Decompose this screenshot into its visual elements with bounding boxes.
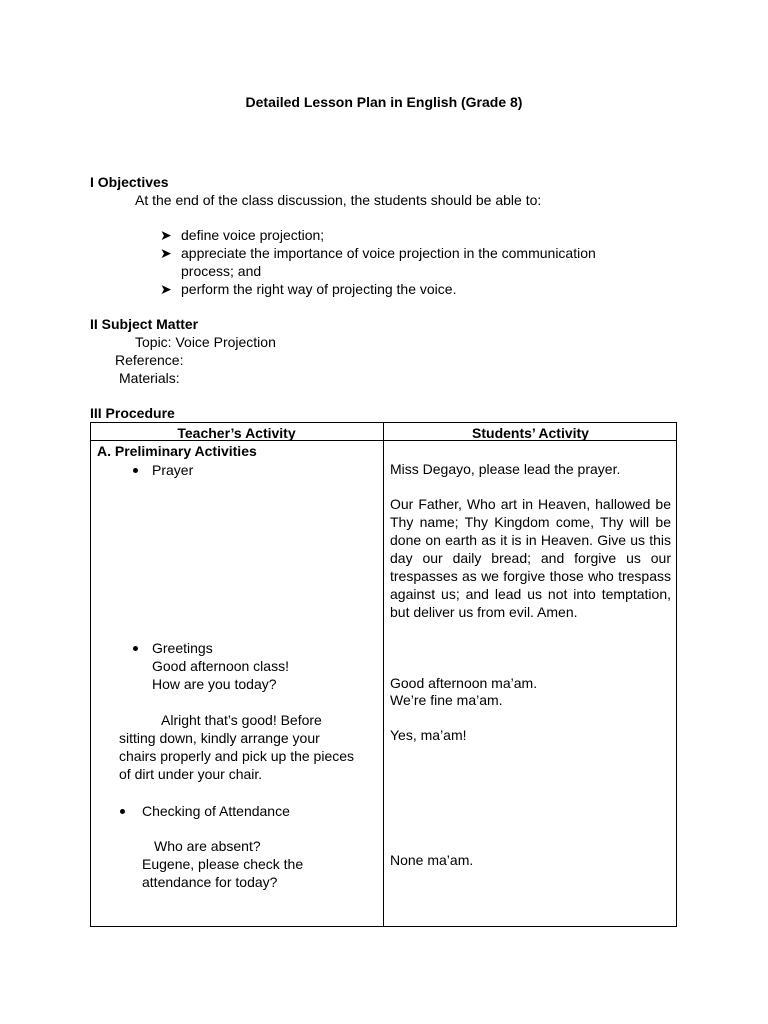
bullet-icon (133, 646, 138, 651)
arrow-bullet-icon: ➤ (160, 245, 172, 261)
greeting-response-2: We’re fine ma’am. (390, 692, 503, 708)
subject-matter-heading: II Subject Matter (90, 316, 199, 332)
greetings-label: Greetings (152, 640, 213, 656)
reference-line: Reference: (115, 352, 184, 368)
bullet-icon (120, 809, 125, 814)
section-a-heading: A. Preliminary Activities (97, 443, 257, 459)
materials-line: Materials: (119, 370, 180, 386)
greeting-response-1: Good afternoon ma’am. (390, 675, 538, 691)
instruction-line-2: sitting down, kindly arrange your (119, 730, 320, 746)
table-column-divider (383, 422, 384, 927)
attendance-line-1: Who are absent? (154, 838, 261, 854)
attendance-line-3: attendance for today? (142, 874, 278, 890)
objectives-heading: I Objectives (90, 174, 169, 190)
greeting-line-1: Good afternoon class! (152, 658, 289, 674)
instruction-line-3: chairs properly and pick up the pieces (119, 748, 355, 764)
attendance-line-2: Eugene, please check the (142, 856, 304, 872)
greeting-line-2: How are you today? (152, 676, 277, 692)
procedure-heading: III Procedure (90, 405, 175, 421)
prayer-request: Miss Degayo, please lead the prayer. (390, 461, 621, 477)
instruction-line-1: Alright that’s good! Before (161, 712, 322, 728)
students-activity-header: Students’ Activity (472, 425, 589, 441)
objectives-intro: At the end of the class discussion, the students should be able to: (135, 192, 542, 208)
none-response: None ma’am. (390, 852, 474, 868)
teacher-activity-header: Teacher’s Activity (177, 425, 296, 441)
prayer-label: Prayer (152, 462, 194, 478)
attendance-label: Checking of Attendance (142, 803, 290, 819)
instruction-line-4: of dirt under your chair. (119, 766, 263, 782)
yes-response: Yes, ma’am! (390, 727, 467, 743)
prayer-text: Our Father, Who art in Heaven, hallowed be Thy name; Thy Kingdom come, Thy will be done on earth as it is in Heaven. Give us this day our daily bread; and forgive us our trespasses as we forgive those who trespass against us; and lead us not into temptation, but deliver us from evil. Amen. (390, 496, 671, 620)
bullet-icon (133, 468, 138, 473)
document-title: Detailed Lesson Plan in English (Grade 8) (245, 94, 523, 110)
arrow-bullet-icon: ➤ (160, 281, 172, 297)
topic-line: Topic: Voice Projection (135, 334, 276, 350)
arrow-bullet-icon: ➤ (160, 227, 172, 243)
